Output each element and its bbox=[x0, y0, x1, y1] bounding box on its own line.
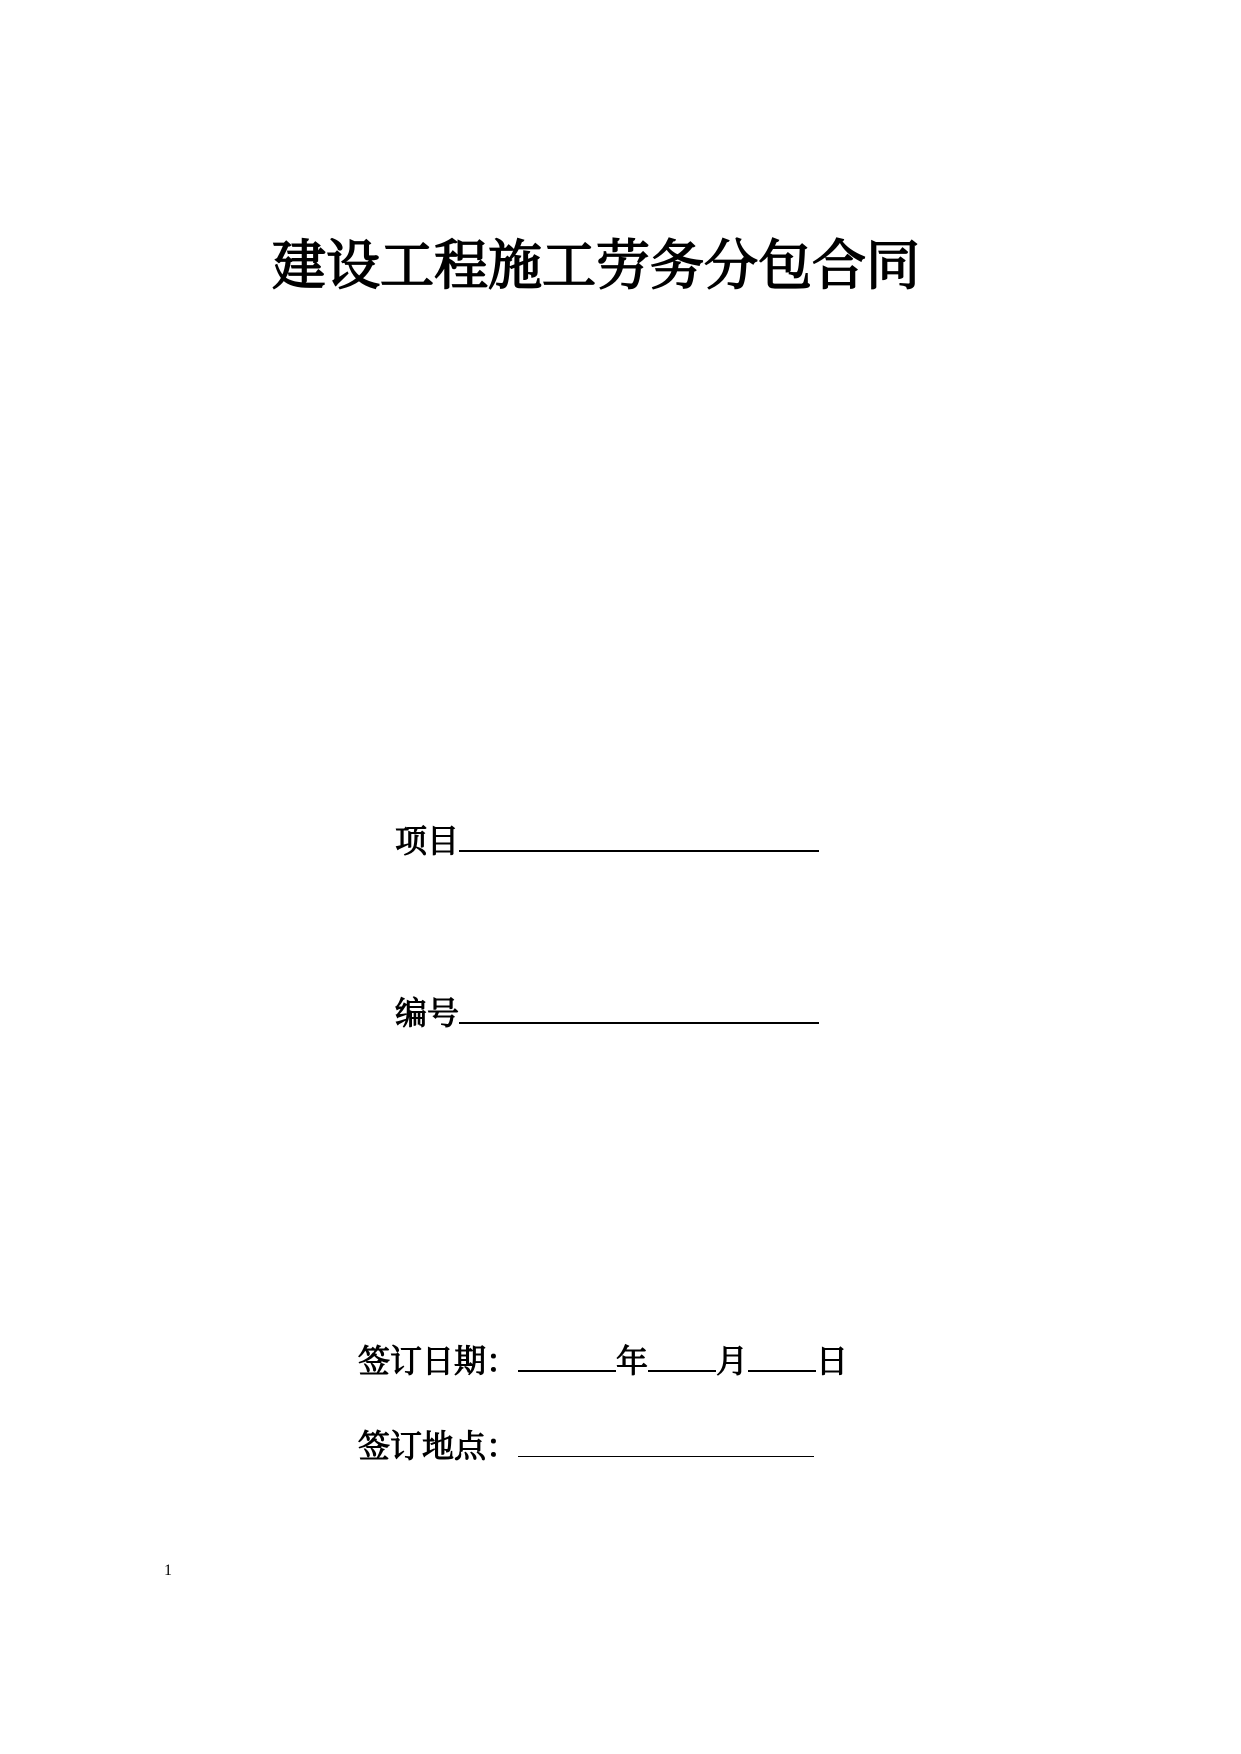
sign-place-blank[interactable] bbox=[518, 1424, 814, 1457]
year-blank[interactable] bbox=[518, 1338, 616, 1372]
project-label: 项目 bbox=[395, 822, 460, 860]
project-blank[interactable] bbox=[459, 818, 819, 852]
sign-place-field bbox=[358, 1424, 814, 1465]
month-label: 月 bbox=[716, 1342, 749, 1380]
day-label: 日 bbox=[816, 1342, 849, 1380]
sign-place-label: 签订地点： bbox=[358, 1427, 519, 1465]
month-blank[interactable] bbox=[648, 1338, 716, 1372]
day-blank[interactable] bbox=[748, 1338, 816, 1372]
sign-date-label: 签订日期： bbox=[358, 1342, 519, 1380]
sign-date-field bbox=[358, 1338, 849, 1380]
number-label: 编号 bbox=[395, 994, 460, 1032]
page-number: 1 bbox=[164, 1562, 172, 1579]
year-label: 年 bbox=[616, 1342, 649, 1380]
number-field bbox=[395, 990, 819, 1032]
number-blank[interactable] bbox=[459, 990, 819, 1024]
contract-title: 建设工程施工劳务分包合同 bbox=[272, 233, 920, 297]
project-field bbox=[395, 818, 819, 860]
